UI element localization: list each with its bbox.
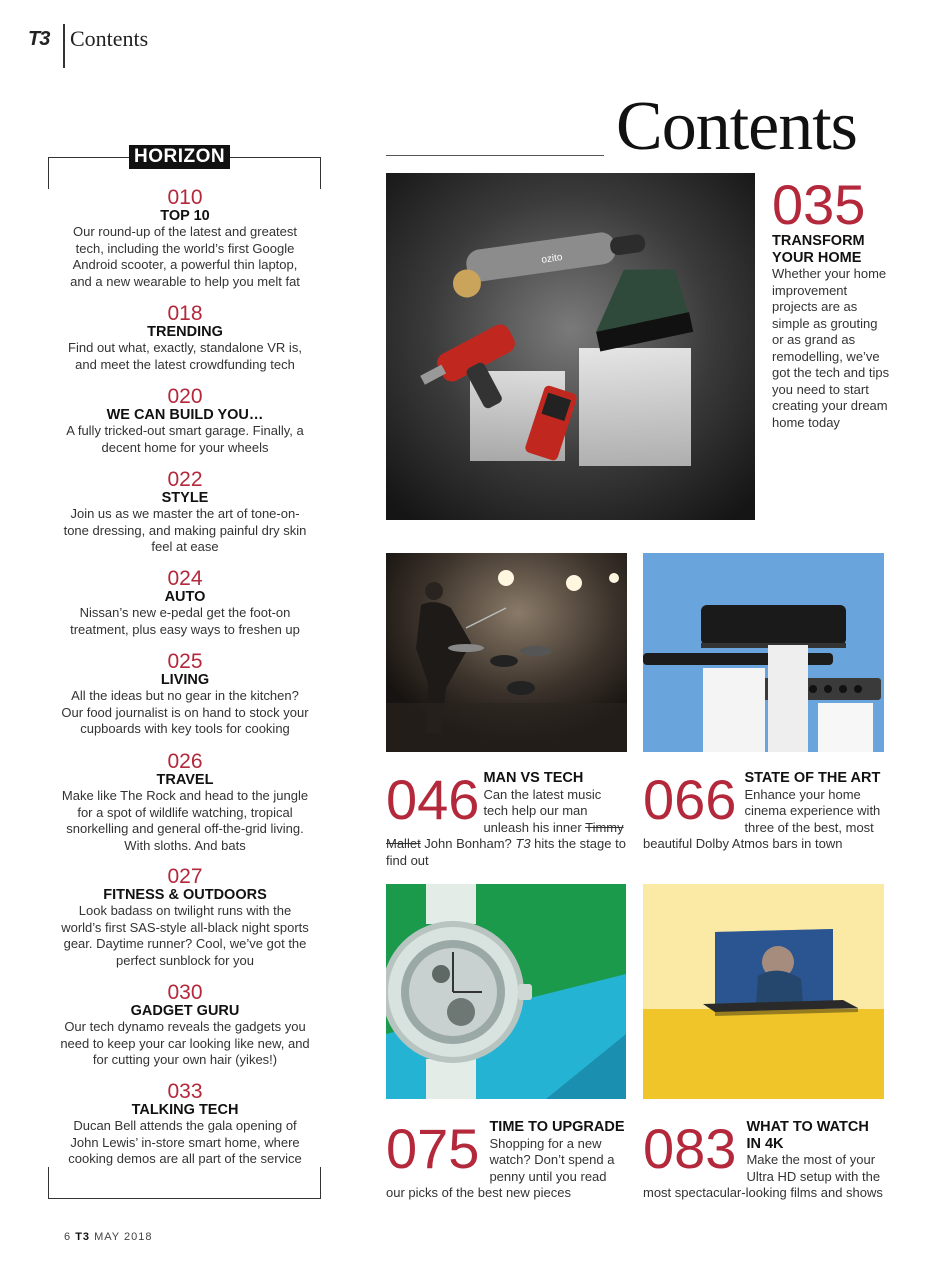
contents-entry[interactable] (60, 651, 310, 738)
entry-page-number: 027 (167, 865, 203, 888)
strikethrough-text: Timmy Mallet (386, 819, 624, 851)
feature-title: WHAT TO WATCH IN 4K (746, 1119, 869, 1152)
entry-description: Find out what, exactly, standalone VR is, and meet the latest crowdfunding tech (68, 340, 302, 372)
entry-title: GADGET GURU (130, 1003, 240, 1019)
soundbar-image[interactable] (643, 553, 884, 752)
feature-transform-home[interactable] (772, 173, 892, 431)
entry-page-number: 033 (167, 1080, 203, 1103)
power-tools-image[interactable] (386, 173, 755, 520)
tv-illustration (643, 884, 884, 1099)
entry-title: LIVING (160, 672, 210, 688)
feature-page-number: 083 (643, 1117, 737, 1180)
footer-page-number: 6 (64, 1231, 72, 1243)
feature-page-number: 066 (643, 768, 737, 831)
contents-entry[interactable] (60, 469, 310, 556)
page-footer (64, 1231, 152, 1243)
entry-title: FITNESS & OUTDOORS (103, 887, 267, 903)
feature-title: STATE OF THE ART (744, 770, 881, 786)
feature-title: TRANSFORM YOUR HOME (772, 233, 865, 266)
entry-description: Join us as we master the art of tone-on-tone dressing, and making painful dry skin feel at ease (63, 506, 307, 554)
italic-brand: T3 (515, 836, 531, 851)
feature-time-to-upgrade[interactable] (386, 1119, 626, 1202)
contents-entry[interactable] (60, 982, 310, 1069)
contents-entry[interactable] (60, 303, 310, 373)
entry-title: AUTO (164, 589, 206, 605)
feature-title: TIME TO UPGRADE (489, 1119, 625, 1135)
desc-text: hits the stage to find out (386, 836, 626, 868)
horizon-label: HORIZON (129, 145, 230, 169)
feature-description: Whether your home improvement projects are as simple as grouting or as grand as remodelling, we’ve got the tech and tips you need to start creating your dream home today (772, 266, 890, 430)
entry-title: TRENDING (147, 324, 223, 340)
entry-title: TOP 10 (160, 208, 210, 224)
t3-logo: T3 (28, 28, 50, 50)
page-title: Contents (616, 88, 857, 165)
entry-page-number: 030 (167, 981, 203, 1004)
soundbar-illustration (643, 553, 884, 752)
entry-title: STYLE (161, 490, 209, 506)
feature-state-of-the-art[interactable] (643, 770, 888, 853)
feature-title: MAN VS TECH (483, 770, 584, 786)
tv-image[interactable] (643, 884, 884, 1099)
entry-title: WE CAN BUILD YOU… (106, 407, 264, 423)
feature-description: Shopping for a new watch? Don’t spend a penny until you read our picks of the best new pieces (386, 1135, 615, 1200)
entry-description: All the ideas but no gear in the kitchen? Our food journalist is on hand to stock your cupboards with key tools for cooking (61, 688, 309, 736)
drummer-illustration (386, 553, 627, 752)
entry-description: Our round-up of the latest and greatest tech, including the world’s first Google Android scooter, a powerful thin laptop, and a new wearable to help you melt fat (70, 224, 300, 289)
contents-entry[interactable] (60, 568, 310, 638)
entry-description: Look badass on twilight runs with the world’s first SAS-style all-black night sports gear. Daytime runner? Cool, we’ve got the perfect sunblock for you (61, 903, 309, 968)
entry-title: TALKING TECH (131, 1102, 239, 1118)
feature-page-number: 075 (386, 1117, 480, 1180)
desc-text: Can the latest music tech help our man unleash his inner (483, 786, 602, 835)
feature-description: Enhance your home cinema experience with three of the best, most beautiful Dolby Atmos bars in town (643, 786, 881, 851)
ozito-brand-label: ozito (540, 251, 564, 266)
entry-page-number: 020 (167, 385, 203, 408)
entry-description: A fully tricked-out smart garage. Finally, a decent home for your wheels (66, 423, 304, 455)
footer-magazine: T3 (75, 1231, 91, 1243)
entry-page-number: 010 (167, 186, 203, 209)
feature-man-vs-tech[interactable] (386, 770, 627, 869)
entry-description: Make like The Rock and head to the jungle for a spot of wildlife watching, tropical snorkelling and general off-the-grid living. With sloths. And bats (61, 788, 309, 853)
feature-watch-in-4k[interactable] (643, 1119, 883, 1202)
entry-page-number: 025 (167, 650, 203, 673)
contents-entry[interactable] (60, 386, 310, 456)
contents-entry[interactable] (60, 751, 310, 854)
desc-text: John Bonham? (420, 836, 516, 851)
header-section-title: Contents (70, 26, 149, 51)
power-tools-illustration (386, 173, 755, 520)
drummer-image[interactable] (386, 553, 627, 752)
contents-entry[interactable] (60, 187, 310, 290)
entry-page-number: 022 (167, 468, 203, 491)
title-rule (386, 155, 604, 156)
entry-title: TRAVEL (156, 772, 214, 788)
footer-issue: MAY 2018 (94, 1231, 153, 1243)
header-divider (63, 24, 65, 68)
entry-page-number: 026 (167, 750, 203, 773)
entry-description: Ducan Bell attends the gala opening of John Lewis’ in-store smart home, where cooking demos are all part of the service (68, 1118, 302, 1166)
entry-description: Nissan’s new e-pedal get the foot-on treatment, plus easy ways to freshen up (70, 605, 300, 637)
contents-entry[interactable] (60, 866, 310, 969)
entry-page-number: 018 (167, 302, 203, 325)
watch-image[interactable] (386, 884, 626, 1099)
entry-page-number: 024 (167, 567, 203, 590)
feature-page-number: 046 (386, 768, 480, 831)
bracket-bottom (48, 1167, 321, 1199)
feature-page-number: 035 (772, 173, 866, 236)
contents-entry[interactable] (60, 1081, 310, 1168)
entry-description: Our tech dynamo reveals the gadgets you need to keep your car looking like new, and for cutting your own hair (yikes!) (60, 1019, 310, 1067)
feature-description: Make the most of your Ultra HD setup with the most spectacular-looking films and shows (643, 1152, 883, 1200)
watch-illustration (386, 884, 626, 1099)
